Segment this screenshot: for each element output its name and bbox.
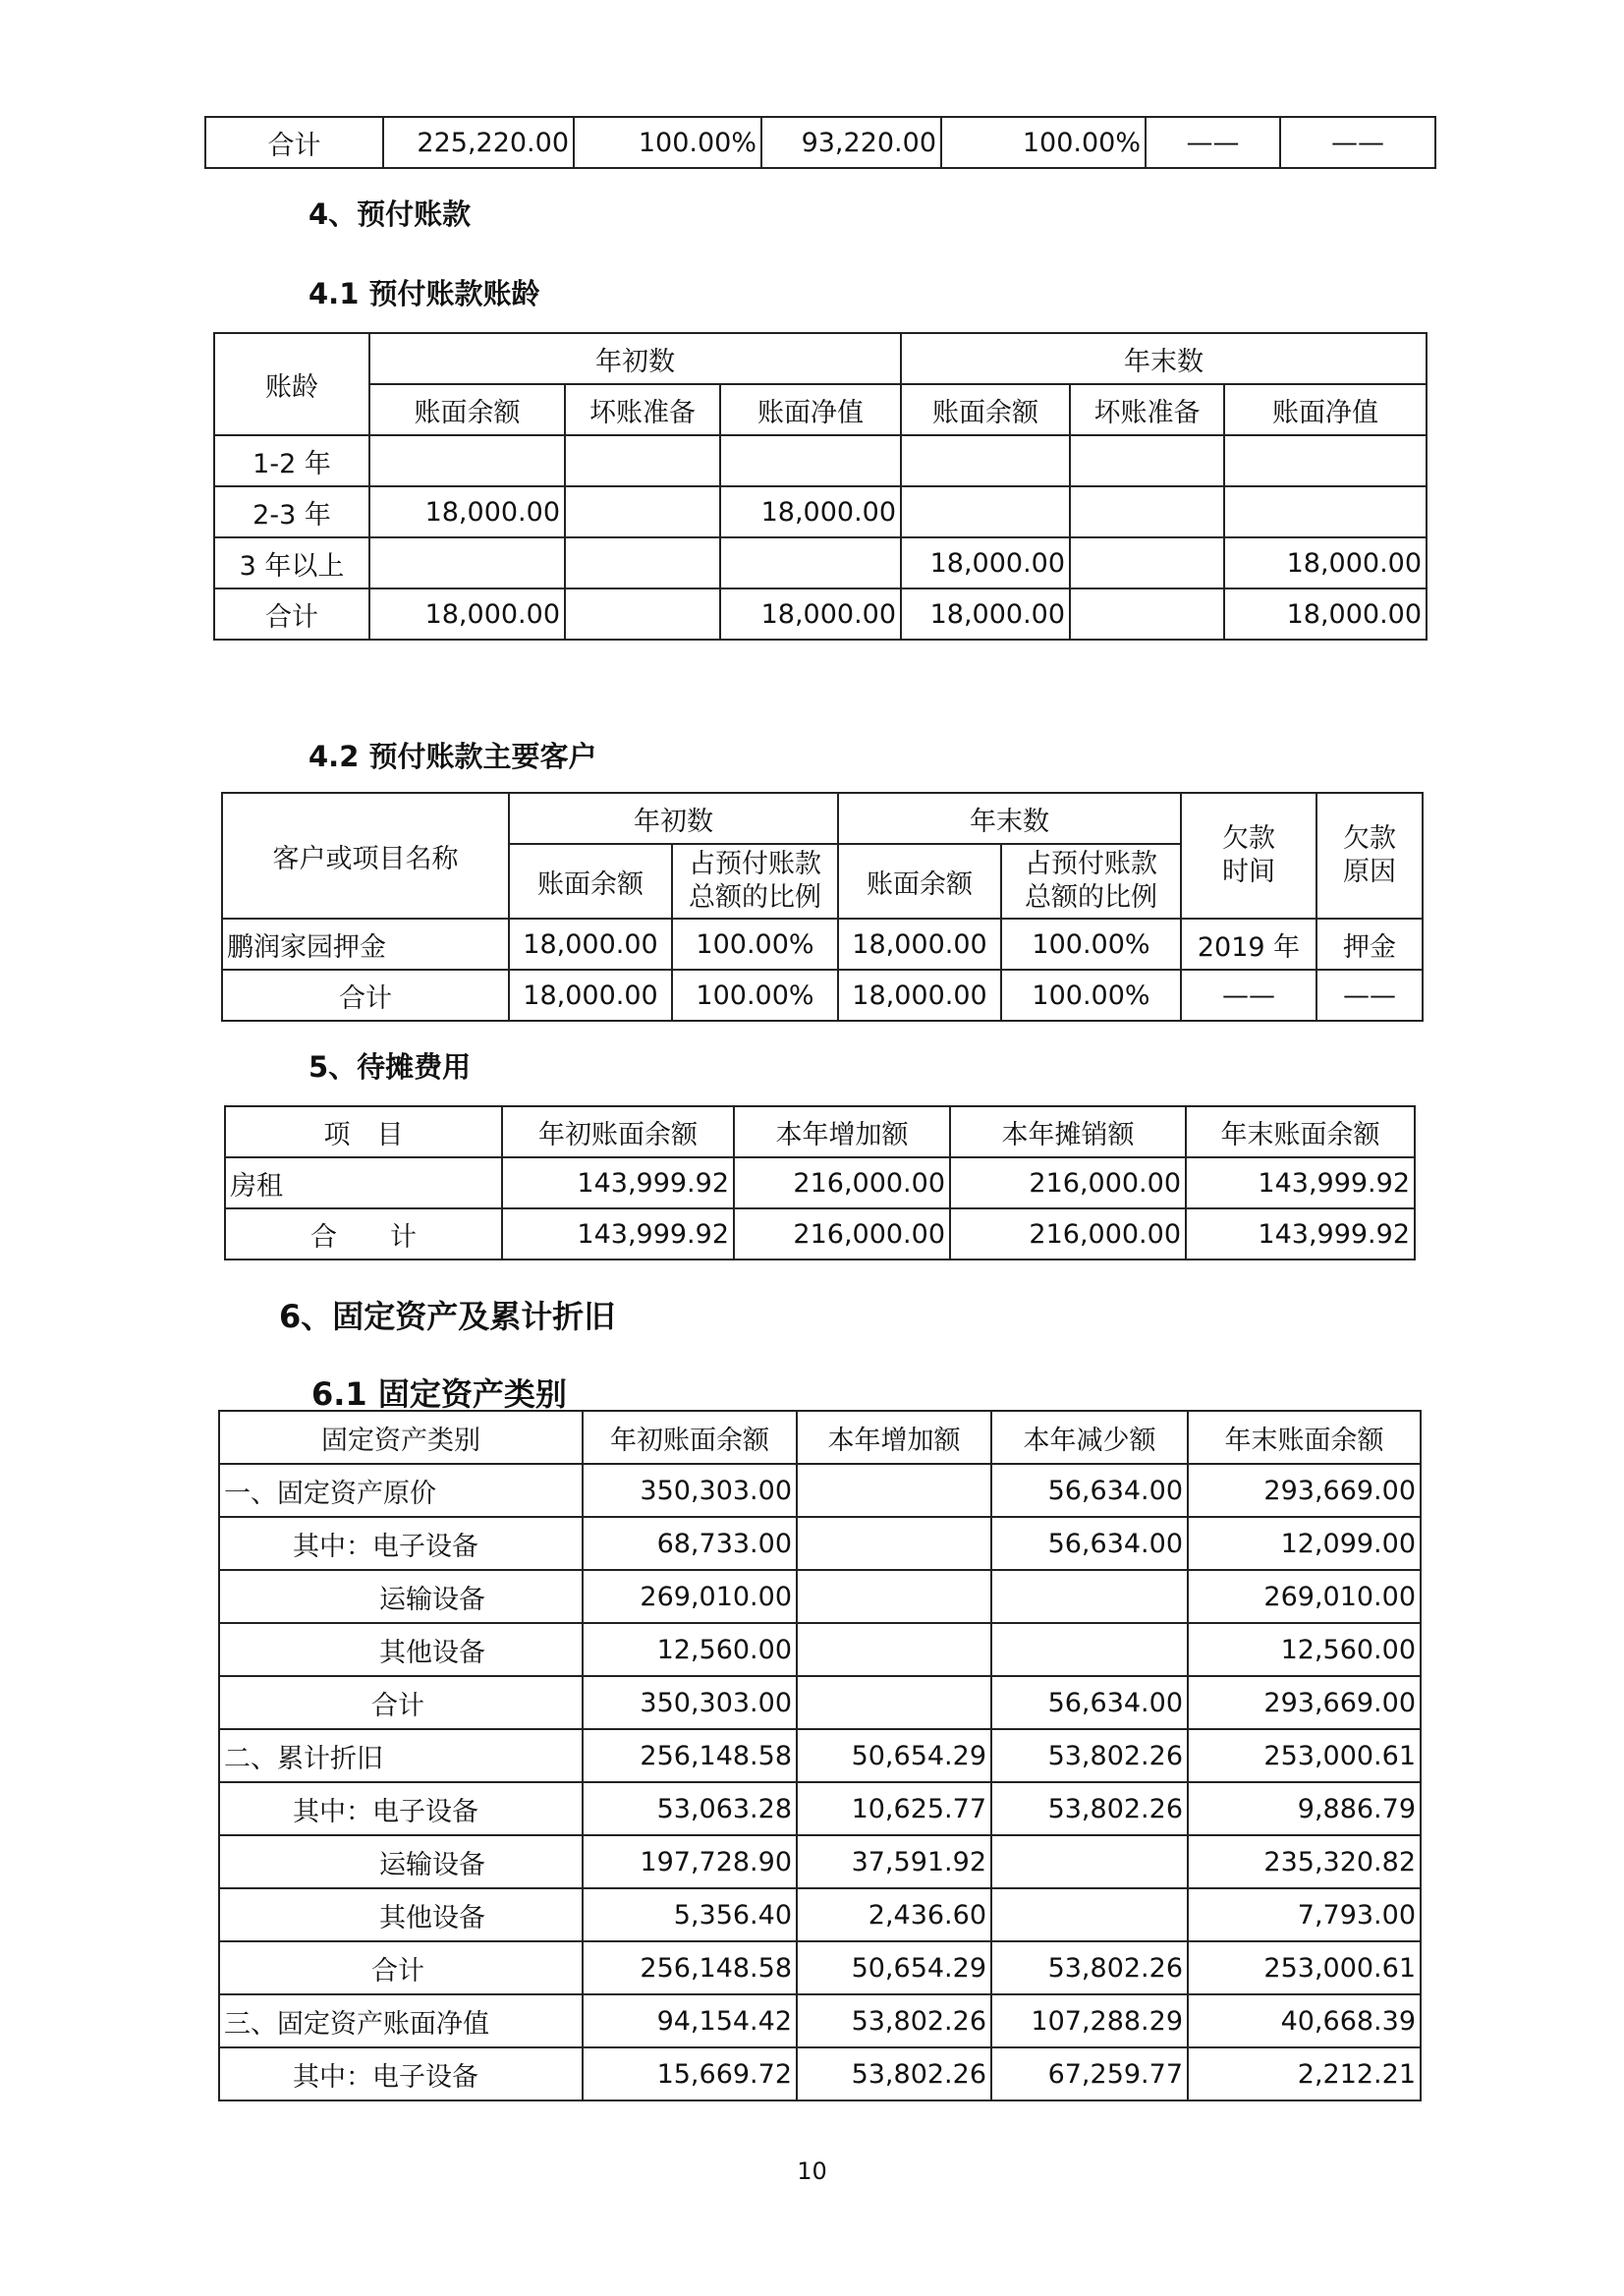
cell: 18,000.00 [509, 970, 672, 1021]
cell [1224, 486, 1427, 537]
sub-header-ratio: 占预付账款 总额的比例 [672, 844, 838, 919]
table-row [225, 1208, 1415, 1260]
cell: 94,154.42 [583, 1994, 797, 2047]
cell: 50,654.29 [797, 1729, 991, 1782]
cell: 18,000.00 [901, 537, 1070, 588]
cell: 7,793.00 [1188, 1888, 1421, 1941]
total-cell: —— [1146, 117, 1280, 168]
cell: 53,802.26 [991, 1941, 1188, 1994]
row-label: 合 计 [225, 1208, 502, 1260]
cell: 68,733.00 [583, 1517, 797, 1570]
table-row [219, 1570, 1421, 1623]
section-heading-prepayment-customers: 4.2 预付账款主要客户 [308, 740, 597, 773]
cell [991, 1835, 1188, 1888]
cell: 53,802.26 [797, 2047, 991, 2100]
cell: 100.00% [1001, 970, 1181, 1021]
cell: 350,303.00 [583, 1676, 797, 1729]
row-label: 其他设备 [219, 1888, 583, 1941]
prepayment-customers-table [221, 792, 1424, 1022]
cell: 押金 [1316, 919, 1423, 970]
cell: 9,886.79 [1188, 1782, 1421, 1835]
cell: 350,303.00 [583, 1464, 797, 1517]
cell: 67,259.77 [991, 2047, 1188, 2100]
cell: 216,000.00 [734, 1208, 950, 1260]
cell: 53,802.26 [991, 1729, 1188, 1782]
row-label: 合计 [219, 1941, 583, 1994]
cell: 216,000.00 [950, 1208, 1186, 1260]
row-label: 鹏润家园押金 [222, 919, 509, 970]
table-row [214, 537, 1427, 588]
table-row [219, 1994, 1421, 2047]
col-time-header: 欠款 时间 [1181, 793, 1316, 919]
cell: 143,999.92 [502, 1208, 734, 1260]
cell: 18,000.00 [901, 588, 1070, 640]
sub-header-ratio: 占预付账款 总额的比例 [1001, 844, 1181, 919]
cell: 18,000.00 [1224, 537, 1427, 588]
table-row [219, 2047, 1421, 2100]
cell: 18,000.00 [1224, 588, 1427, 640]
section-heading-deferred-expenses: 5、待摊费用 [308, 1050, 472, 1084]
table-row [214, 435, 1427, 486]
cell: 18,000.00 [838, 970, 1001, 1021]
total-cell: —— [1280, 117, 1435, 168]
cell: 53,802.26 [797, 1994, 991, 2047]
col-aging-header: 账龄 [214, 333, 369, 435]
table-row [219, 1464, 1421, 1517]
cell: 293,669.00 [1188, 1464, 1421, 1517]
cell [991, 1570, 1188, 1623]
cell: —— [1181, 970, 1316, 1021]
receivables-total-table [204, 116, 1436, 169]
row-label: 合计 [222, 970, 509, 1021]
section-heading-prepayments: 4、预付账款 [308, 197, 472, 231]
table-row [219, 1623, 1421, 1676]
cell [369, 435, 565, 486]
sub-header: 账面净值 [1224, 384, 1427, 435]
cell: 253,000.61 [1188, 1941, 1421, 1994]
row-label: 合计 [219, 1676, 583, 1729]
row-label: 2-3 年 [214, 486, 369, 537]
sub-header: 账面余额 [369, 384, 565, 435]
deferred-expenses-table [224, 1105, 1416, 1260]
cell: 256,148.58 [583, 1941, 797, 1994]
col-reason-header: 欠款 原因 [1316, 793, 1423, 919]
cell: 5,356.40 [583, 1888, 797, 1941]
row-label: 其中：电子设备 [219, 1782, 583, 1835]
cell [565, 486, 720, 537]
cell: 53,063.28 [583, 1782, 797, 1835]
cell: 37,591.92 [797, 1835, 991, 1888]
row-label: 合计 [214, 588, 369, 640]
row-label: 1-2 年 [214, 435, 369, 486]
cell: 100.00% [672, 919, 838, 970]
header-begin-balance: 年初账面余额 [502, 1106, 734, 1157]
prepayment-aging-table [213, 332, 1428, 641]
row-label: 一、固定资产原价 [219, 1464, 583, 1517]
cell: 18,000.00 [720, 486, 901, 537]
cell [991, 1623, 1188, 1676]
cell [1070, 537, 1224, 588]
row-label: 二、累计折旧 [219, 1729, 583, 1782]
page-number: 10 [797, 2157, 827, 2185]
total-label: 合计 [205, 117, 383, 168]
cell [720, 537, 901, 588]
cell: 216,000.00 [950, 1157, 1186, 1208]
cell [720, 435, 901, 486]
cell: 56,634.00 [991, 1517, 1188, 1570]
group-begin-header: 年初数 [509, 793, 838, 844]
row-label: 其中：电子设备 [219, 2047, 583, 2100]
cell [797, 1623, 991, 1676]
cell: 235,320.82 [1188, 1835, 1421, 1888]
cell: 256,148.58 [583, 1729, 797, 1782]
fixed-asset-categories-table [218, 1410, 1422, 2101]
total-cell: 100.00% [941, 117, 1146, 168]
row-label: 运输设备 [219, 1835, 583, 1888]
cell: 2019 年 [1181, 919, 1316, 970]
cell: 40,668.39 [1188, 1994, 1421, 2047]
cell: 56,634.00 [991, 1676, 1188, 1729]
cell: 12,560.00 [1188, 1623, 1421, 1676]
cell: 269,010.00 [1188, 1570, 1421, 1623]
table-row [219, 1782, 1421, 1835]
total-cell: 225,220.00 [383, 117, 574, 168]
cell [901, 486, 1070, 537]
cell: 12,560.00 [583, 1623, 797, 1676]
group-end-header: 年末数 [901, 333, 1427, 384]
cell: —— [1316, 970, 1423, 1021]
total-cell: 100.00% [574, 117, 761, 168]
cell: 143,999.92 [502, 1157, 734, 1208]
table-row [219, 1835, 1421, 1888]
table-row [222, 970, 1423, 1021]
row-label: 其他设备 [219, 1623, 583, 1676]
cell: 107,288.29 [991, 1994, 1188, 2047]
cell [1070, 588, 1224, 640]
row-label: 运输设备 [219, 1570, 583, 1623]
cell: 56,634.00 [991, 1464, 1188, 1517]
cell [1070, 486, 1224, 537]
cell [1224, 435, 1427, 486]
table-row [219, 1941, 1421, 1994]
col-name-header: 客户或项目名称 [222, 793, 509, 919]
row-label: 三、固定资产账面净值 [219, 1994, 583, 2047]
cell [565, 588, 720, 640]
cell: 197,728.90 [583, 1835, 797, 1888]
cell: 53,802.26 [991, 1782, 1188, 1835]
cell: 143,999.92 [1186, 1208, 1415, 1260]
cell [565, 537, 720, 588]
cell [991, 1888, 1188, 1941]
cell [797, 1570, 991, 1623]
cell: 2,212.21 [1188, 2047, 1421, 2100]
cell [369, 537, 565, 588]
group-begin-header: 年初数 [369, 333, 901, 384]
row-label: 房租 [225, 1157, 502, 1208]
table-row [214, 588, 1427, 640]
group-end-header: 年末数 [838, 793, 1181, 844]
section-heading-fixed-asset-categories: 6.1 固定资产类别 [311, 1375, 567, 1413]
table-row [222, 919, 1423, 970]
table-row [214, 486, 1427, 537]
cell: 143,999.92 [1186, 1157, 1415, 1208]
sub-header-balance: 账面余额 [838, 844, 1001, 919]
sub-header: 账面净值 [720, 384, 901, 435]
header-end-balance: 年末账面余额 [1186, 1106, 1415, 1157]
cell [565, 435, 720, 486]
cell: 269,010.00 [583, 1570, 797, 1623]
header-increase: 本年增加额 [734, 1106, 950, 1157]
header-category: 固定资产类别 [219, 1411, 583, 1464]
cell: 12,099.00 [1188, 1517, 1421, 1570]
cell [797, 1464, 991, 1517]
sub-header-balance: 账面余额 [509, 844, 672, 919]
cell [901, 435, 1070, 486]
section-heading-prepayment-aging: 4.1 预付账款账龄 [308, 277, 540, 310]
header-item: 项 目 [225, 1106, 502, 1157]
cell: 18,000.00 [509, 919, 672, 970]
cell: 216,000.00 [734, 1157, 950, 1208]
cell: 15,669.72 [583, 2047, 797, 2100]
cell: 100.00% [1001, 919, 1181, 970]
sub-header: 坏账准备 [1070, 384, 1224, 435]
cell: 18,000.00 [838, 919, 1001, 970]
cell: 18,000.00 [720, 588, 901, 640]
cell: 50,654.29 [797, 1941, 991, 1994]
header-increase: 本年增加额 [797, 1411, 991, 1464]
row-label: 3 年以上 [214, 537, 369, 588]
cell [797, 1676, 991, 1729]
cell: 18,000.00 [369, 486, 565, 537]
header-decrease: 本年减少额 [991, 1411, 1188, 1464]
cell: 2,436.60 [797, 1888, 991, 1941]
row-label: 其中：电子设备 [219, 1517, 583, 1570]
header-begin-balance: 年初账面余额 [583, 1411, 797, 1464]
sub-header: 坏账准备 [565, 384, 720, 435]
cell [1070, 435, 1224, 486]
sub-header: 账面余额 [901, 384, 1070, 435]
cell: 10,625.77 [797, 1782, 991, 1835]
section-heading-fixed-assets: 6、固定资产及累计折旧 [279, 1298, 616, 1335]
cell [797, 1517, 991, 1570]
cell: 253,000.61 [1188, 1729, 1421, 1782]
cell: 100.00% [672, 970, 838, 1021]
total-cell: 93,220.00 [761, 117, 941, 168]
header-end-balance: 年末账面余额 [1188, 1411, 1421, 1464]
table-row [219, 1517, 1421, 1570]
table-row [225, 1157, 1415, 1208]
table-row [219, 1729, 1421, 1782]
table-row [219, 1676, 1421, 1729]
header-amortization: 本年摊销额 [950, 1106, 1186, 1157]
cell: 18,000.00 [369, 588, 565, 640]
table-row [219, 1888, 1421, 1941]
cell: 293,669.00 [1188, 1676, 1421, 1729]
